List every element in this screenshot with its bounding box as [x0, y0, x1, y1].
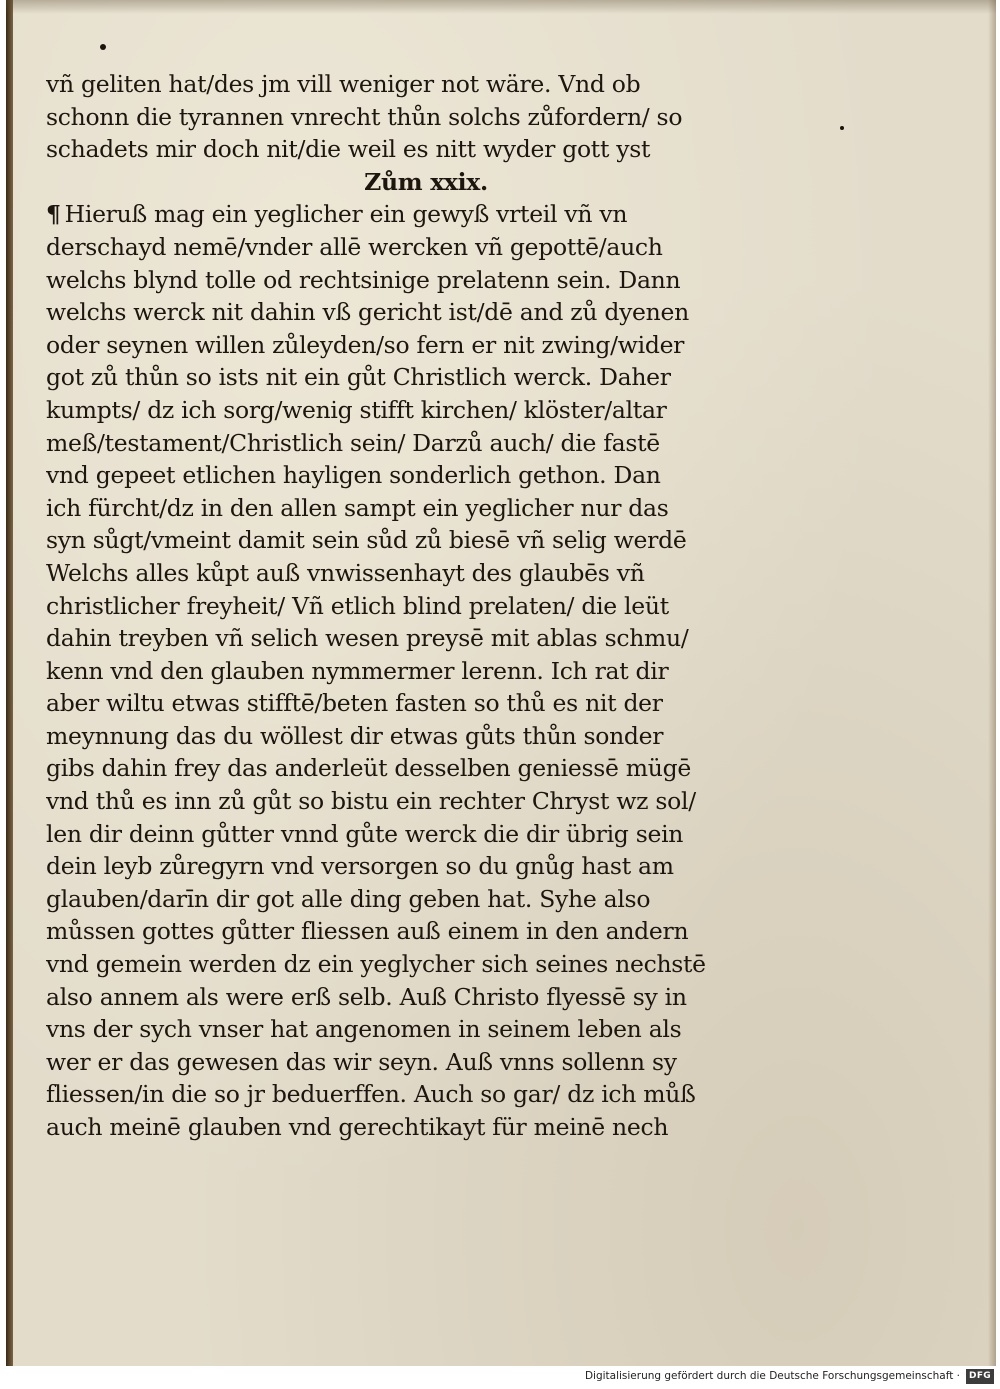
text-line: derschayd nemē/vnder allē wercken vñ gepottē/auch	[46, 232, 663, 261]
text-line: kenn vnd den glauben nymmermer lerenn. Ich rat dir	[46, 656, 669, 685]
text-line: Welchs alles kůpt auß vnwissenhayt des glaubēs vñ	[46, 558, 645, 587]
text-line: welchs werck nit dahin vß gericht ist/dē and zů dyenen	[46, 298, 689, 327]
text-line: vnd gemein werden dz ein yeglycher sich seines nechstē	[46, 950, 706, 979]
ink-dot	[840, 126, 844, 130]
text-line: fliessen/in die so jr beduerffen. Auch so gar/ dz ich můß	[46, 1080, 696, 1109]
text-line: schadets mir doch nit/die weil es nitt wyder gott yst	[46, 135, 651, 164]
funding-credit: Digitalisierung gefördert durch die Deutsche Forschungsgemeinschaft ·	[584, 1370, 960, 1382]
text-line: vñ geliten hat/des jm vill weniger not wäre. Vnd ob	[46, 70, 641, 98]
page-top-shadow	[6, 0, 996, 14]
text-line: got zů thůn so ists nit ein gůt Christlich werck. Daher	[46, 363, 671, 392]
text-line: ich fürcht/dz in den allen sampt ein yeglicher nur das	[46, 493, 669, 522]
text-line: meynnung das du wöllest dir etwas gůts thůn sonder	[46, 721, 664, 750]
section-heading: Zům xxix.	[364, 167, 488, 196]
text-line: můssen gottes gůtter fliessen auß einem in den andern	[46, 917, 689, 946]
text-line: kumpts/ dz ich sorg/wenig stifft kirchen/ klöster/altar	[46, 395, 667, 424]
text-line: syn sůgt/vmeint damit sein sůd zů biesē vñ selig werdē	[46, 526, 687, 555]
text-line: wer er das gewesen das wir seyn. Auß vnns sollenn sy	[46, 1047, 677, 1076]
text-line: len dir deinn gůtter vnnd gůte werck die dir übrig sein	[46, 819, 684, 848]
page-text-block	[46, 68, 776, 1144]
text-line: vns der sych vnser hat angenomen in seinem leben als	[46, 1015, 682, 1044]
text-line: schonn die tyrannen vnrecht thůn solchs zůfordern/ so	[46, 102, 683, 131]
text-line: oder seynen willen zůleyden/so fern er nit zwing/wider	[46, 330, 685, 359]
ink-dot	[100, 44, 106, 50]
text-line: dahin treyben vñ selich wesen preysē mit ablas schmu/	[46, 624, 689, 653]
text-line: aber wiltu etwas stifftē/beten fasten so thů es nit der	[46, 689, 663, 718]
text-line: vnd thů es inn zů gůt so bistu ein rechter Chryst wz sol/	[46, 787, 696, 816]
text-line	[46, 198, 776, 231]
text-line: also annem als were erß selb. Auß Christo flyessē sy in	[46, 982, 687, 1011]
text-line: meß/testament/Christlich sein/ Darzů auch/ die fastē	[46, 428, 660, 457]
page-right-edge	[988, 0, 996, 1366]
text-line: welchs blynd tolle od rechtsinige prelatenn sein. Dann	[46, 265, 681, 294]
page-binding-edge	[6, 0, 13, 1366]
text-line: christlicher freyheit/ Vñ etlich blind prelaten/ die leüt	[46, 591, 669, 620]
pilcrow-mark: ¶	[46, 200, 61, 229]
text-line: gibs dahin frey das anderleüt desselben geniessē mügē	[46, 754, 691, 783]
footer-bar	[0, 1366, 1000, 1389]
text-line: glauben/darīn dir got alle ding geben hat. Syhe also	[46, 884, 651, 913]
scanned-page	[6, 0, 996, 1366]
text-line-content: Hieruß mag ein yeglicher ein gewyß vrteil vñ vn	[64, 200, 628, 229]
text-line: vnd gepeet etlichen hayligen sonderlich gethon. Dan	[46, 461, 661, 490]
text-line: dein leyb zůregyrn vnd versorgen so du gnůg hast am	[46, 852, 674, 881]
dfg-logo[interactable]: DFG	[966, 1369, 994, 1384]
text-line: auch meinē glauben vnd gerechtikayt für meinē nech	[46, 1113, 669, 1141]
